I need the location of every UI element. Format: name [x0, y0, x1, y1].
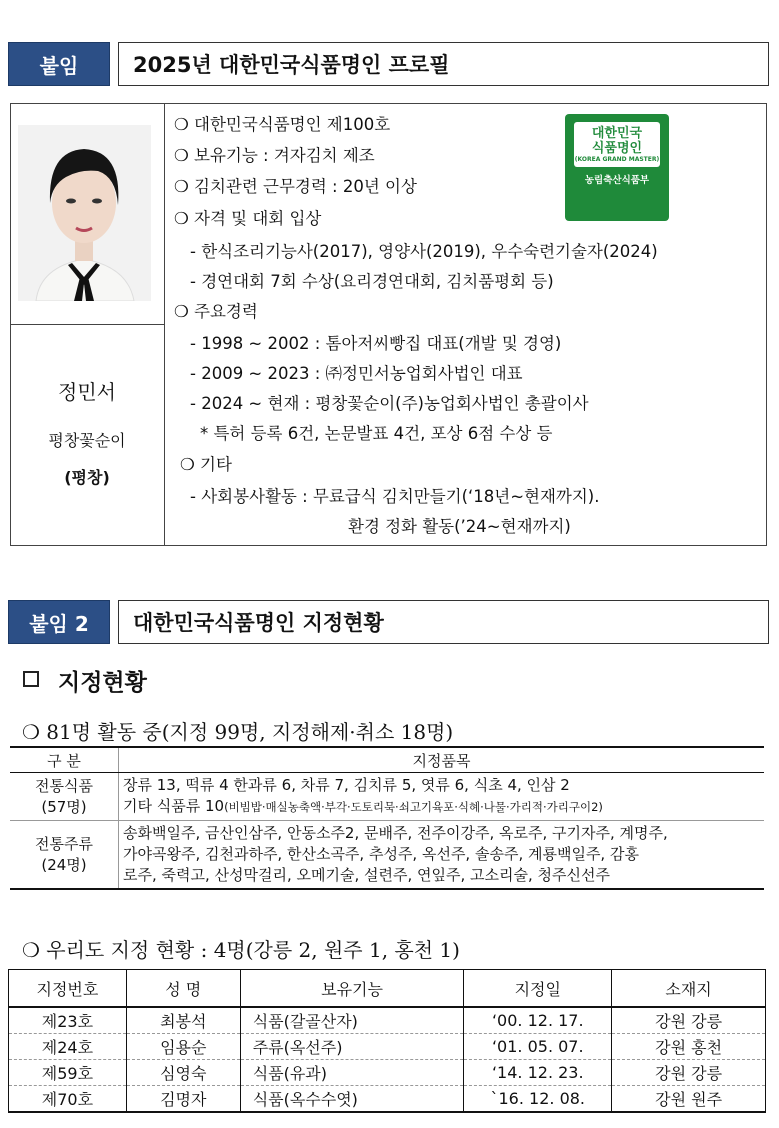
badge-emblem	[574, 122, 660, 167]
section-heading: 지정현황	[58, 670, 147, 696]
table-header: 지정일	[464, 970, 612, 1008]
badge-footer: 농림축산식품부	[584, 175, 650, 186]
table-cell: 강원 홍천	[612, 1034, 766, 1060]
table-row	[9, 1007, 766, 1034]
attachment-tag-label: 붙임	[39, 53, 79, 78]
section2-title	[118, 600, 769, 644]
table-cell: ‘00. 12. 17.	[464, 1007, 612, 1034]
table-cell: 주류(옥선주)	[240, 1034, 464, 1060]
category-name: 전통식품	[35, 776, 93, 795]
food-master-badge	[565, 114, 669, 221]
table-cell: 제59호	[9, 1060, 127, 1086]
table-cell: 강원 강릉	[612, 1007, 766, 1034]
items-line	[123, 796, 760, 818]
region-summary-line: ❍ 우리도 지정 현황 : 4명(강릉 2, 원주 1, 홍천 1)	[22, 938, 460, 962]
designation-table-wrap	[10, 746, 764, 890]
region-table	[8, 969, 766, 1113]
attachment2-tag-label: 붙임 2	[29, 611, 89, 636]
profile-line: ❍ 김치관련 근무경력 : 20년 이상	[174, 177, 417, 196]
badge-line2: 식품명인	[591, 141, 643, 156]
table-header-row	[10, 747, 764, 773]
profile-line: - 2009 ~ 2023 : ㈜정민서농업회사법인 대표	[190, 364, 523, 383]
person-name: 정민서	[58, 380, 116, 404]
items-line: 로주, 죽력고, 산성막걸리, 오메기술, 설련주, 연잎주, 고소리술, 청주신선주	[123, 866, 610, 884]
category-name: 전통주류	[35, 834, 93, 853]
profile-line: 환경 정화 활동(’24~현재까지)	[348, 517, 571, 536]
badge-english: (KOREA GRAND MASTER)	[574, 156, 660, 163]
table-row	[10, 773, 764, 821]
designation-table	[10, 746, 764, 890]
items-line: 송화백일주, 금산인삼주, 안동소주2, 문배주, 전주이강주, 옥로주, 구기자주, 계명주,	[123, 824, 668, 842]
table-cell: 임용순	[126, 1034, 240, 1060]
table-cell: 제23호	[9, 1007, 127, 1034]
table-cell: `16. 12. 08.	[464, 1086, 612, 1113]
table-row	[9, 1086, 766, 1113]
category-cell	[10, 773, 119, 821]
profile-line: - 2024 ~ 현재 : 평창꽃순이(주)농업회사법인 총괄이사	[190, 394, 589, 413]
photo-divider	[10, 324, 164, 325]
page-title-text: 2025년 대한민국식품명인 프로필	[133, 53, 450, 77]
table-cell: 식품(옥수수엿)	[240, 1086, 464, 1113]
table-cell: 강원 강릉	[612, 1060, 766, 1086]
person-region: (평창)	[64, 468, 110, 487]
table-cell: 심영숙	[126, 1060, 240, 1086]
profile-photo	[18, 125, 151, 301]
heading-square-icon	[23, 671, 39, 687]
table-row	[9, 1034, 766, 1060]
items-cell	[119, 821, 765, 890]
section2-title-text: 대한민국식품명인 지정현황	[133, 611, 384, 635]
profile-line: ❍ 대한민국식품명인 제100호	[174, 115, 391, 134]
table-cell: 제24호	[9, 1034, 127, 1060]
profile-line: - 사회봉사활동 : 무료급식 김치만들기(‘18년~현재까지).	[190, 487, 600, 506]
region-table-wrap	[8, 969, 766, 1113]
table-cell: ‘01. 05. 07.	[464, 1034, 612, 1060]
table-cell: 강원 원주	[612, 1086, 766, 1113]
table-header: 보유기능	[240, 970, 464, 1008]
table-row	[9, 1060, 766, 1086]
profile-line: ❍ 기타	[180, 455, 232, 474]
table-header: 성 명	[126, 970, 240, 1008]
page-title	[118, 42, 769, 86]
category-cell	[10, 821, 119, 890]
profile-line: * 특허 등록 6건, 논문발표 4건, 포상 6점 수상 등	[200, 424, 553, 443]
table-cell: 최봉석	[126, 1007, 240, 1034]
table-header: 지정번호	[9, 970, 127, 1008]
table-cell: 식품(유과)	[240, 1060, 464, 1086]
profile-line: ❍ 보유기능 : 겨자김치 제조	[174, 146, 375, 165]
table-header: 구 분	[10, 747, 119, 773]
profile-line: ❍ 자격 및 대회 입상	[174, 209, 322, 228]
profile-line: - 1998 ~ 2002 : 톰아저씨빵집 대표(개발 및 경영)	[190, 334, 562, 353]
attachment-tag	[8, 42, 110, 86]
table-row	[10, 821, 764, 890]
items-main: 기타 식품류 10	[123, 797, 225, 815]
category-count: (24명)	[41, 855, 87, 874]
attachment2-tag	[8, 600, 110, 644]
profile-divider	[164, 103, 165, 546]
table-header: 지정품목	[119, 747, 765, 773]
badge-line1: 대한민국	[591, 126, 643, 141]
items-line: 가야곡왕주, 김천과하주, 한산소곡주, 추성주, 옥선주, 솔송주, 계룡백일주, 감홍	[123, 845, 639, 863]
person-company: 평창꽃순이	[48, 431, 126, 450]
profile-line: - 한식조리기능사(2017), 영양사(2019), 우수숙련기술자(2024)	[190, 242, 658, 261]
table-header: 소재지	[612, 970, 766, 1008]
table-cell: ‘14. 12. 23.	[464, 1060, 612, 1086]
items-line: 장류 13, 떡류 4 한과류 6, 차류 7, 김치류 5, 엿류 6, 식초 4, 인삼 2	[123, 776, 570, 794]
table-cell: 제70호	[9, 1086, 127, 1113]
items-detail: (비빔밥·매실농축액·부각·도토리묵·쇠고기육포·식혜·나물·가리적·가리구이2)	[224, 800, 603, 814]
table-cell: 식품(갈골산자)	[240, 1007, 464, 1034]
table-cell: 김명자	[126, 1086, 240, 1113]
profile-line: ❍ 주요경력	[174, 302, 258, 321]
profile-line: - 경연대회 7회 수상(요리경연대회, 김치품평회 등)	[190, 272, 554, 291]
summary-line: ❍ 81명 활동 중(지정 99명, 지정해제·취소 18명)	[22, 720, 454, 744]
category-count: (57명)	[41, 797, 87, 816]
items-cell	[119, 773, 765, 821]
table-header-row	[9, 970, 766, 1008]
